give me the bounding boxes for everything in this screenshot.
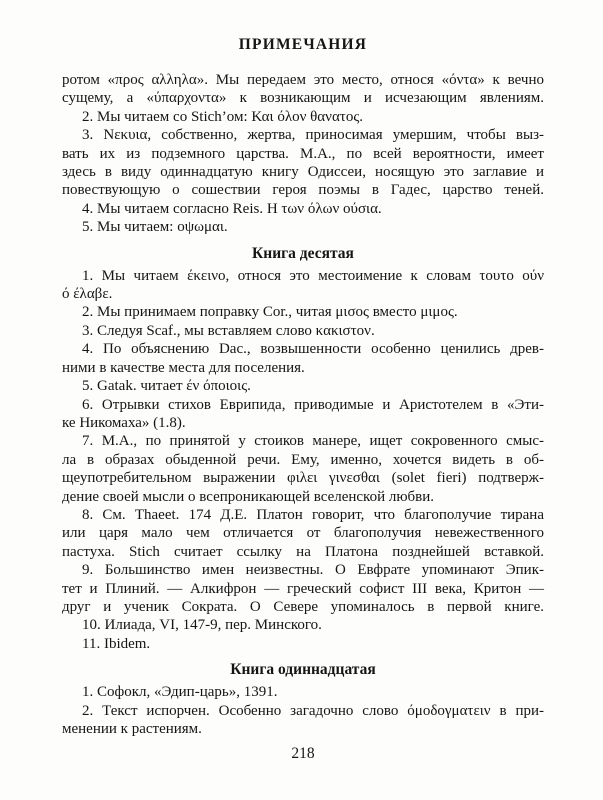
section-heading: Книга десятая	[252, 244, 354, 262]
page-number: 218	[291, 745, 315, 763]
text-line: 6. Отрывки стихов Еврипида, приводимые и Аристотелем в «Эти-	[82, 396, 544, 413]
text-line: ό έλαβε.	[62, 286, 113, 303]
text-line: повествующую о сошествии героя поэмы в Гадес, царство теней.	[62, 182, 544, 199]
text-line: дение своей мысли о всепроникающей вселенской любви.	[62, 488, 435, 505]
text-line: ке Никомаха» (1.8).	[62, 414, 186, 431]
text-line: 5. Мы читаем: οψωμαι.	[82, 219, 228, 236]
text-line: 3. Следуя Scaf., мы вставляем слово κακιστον.	[82, 322, 375, 339]
text-line: 3. Νεκυια, собственно, жертва, приносимая умершим, чтобы выз-	[82, 127, 544, 144]
text-line: менении к растениям.	[62, 721, 202, 737]
text-line: здесь в виду одиннадцатую книгу Одиссеи, носящую это заглавие и	[62, 164, 544, 181]
notes-section	[62, 71, 544, 237]
text-line: 1. Мы читаем έκεινο, относя это местоимение к словам τουτο ούν	[82, 267, 544, 284]
text-line: 11. Ibidem.	[82, 635, 151, 652]
text-line: 4. Мы читаем согласно Reis. Η των όλων ούσια.	[82, 200, 382, 217]
text-line: 5. Gatak. читает έν όποιοις.	[82, 378, 251, 395]
text-line: друг и ученик Сократа. О Севере упоминалось в первой книге.	[62, 598, 544, 615]
text-line: или царя мало чем отличается от благополучия невежественного	[62, 525, 544, 542]
text-line: тет и Плиний. — Алкифрон — греческий софист III века, Критон —	[62, 580, 544, 597]
text-line: 4. По объяснению Dac., возвышенности особенно ценились древ-	[82, 341, 544, 358]
text-line: 2. Мы читаем со Stich’ом: Και όλον θανατος.	[82, 108, 364, 125]
text-line: пастуха. Stich считает ссылку на Платона позднейшей вставкой.	[62, 543, 544, 560]
text-line: ротом «προς αλληλα». Мы передаем это место, относя «όντα» к вечно	[62, 72, 544, 88]
text-line: вать их из подземного царства. М.А., по всей вероятности, имеет	[62, 145, 544, 162]
page-title: ПРИМЕЧАНИЯ	[238, 36, 368, 53]
text-line: 10. Илиада, VI, 147-9, пер. Минского.	[82, 617, 322, 634]
section-heading: Книга одиннадцатая	[230, 661, 376, 679]
text-line: ними в качестве места для поселения.	[62, 359, 305, 376]
text-line: сущему, а «ύπαρχοντα» к возникающим и исчезающим явлениям.	[62, 90, 544, 107]
text-line: 7. М.А., по принятой у стоиков манере, ищет сокровенного смыс-	[82, 433, 544, 450]
notes-section	[62, 245, 544, 654]
notes-text-block	[62, 71, 544, 738]
text-line: 9. Большинство имен неизвестны. О Евфрате упоминают Эпик-	[82, 562, 544, 579]
text-line: ла в образах обыденной речи. Ему, именно, хочется видеть в об-	[62, 451, 544, 468]
text-line: 2. Текст испорчен. Особенно загадочно слово όμοδογματειν в при-	[82, 702, 544, 719]
text-line: 1. Софокл, «Эдип-царь», 1391.	[82, 684, 278, 701]
text-line: щеупотребительном выражении φιλει γινεσθαι (solet fieri) подтверж-	[62, 470, 544, 487]
notes-section	[62, 661, 544, 738]
text-line: 8. См. Thaeet. 174 Д.Е. Платон говорит, что благополучие тирана	[82, 506, 544, 523]
text-line: 2. Мы принимаем поправку Cor., читая μισος вместо μιμος.	[82, 304, 458, 321]
